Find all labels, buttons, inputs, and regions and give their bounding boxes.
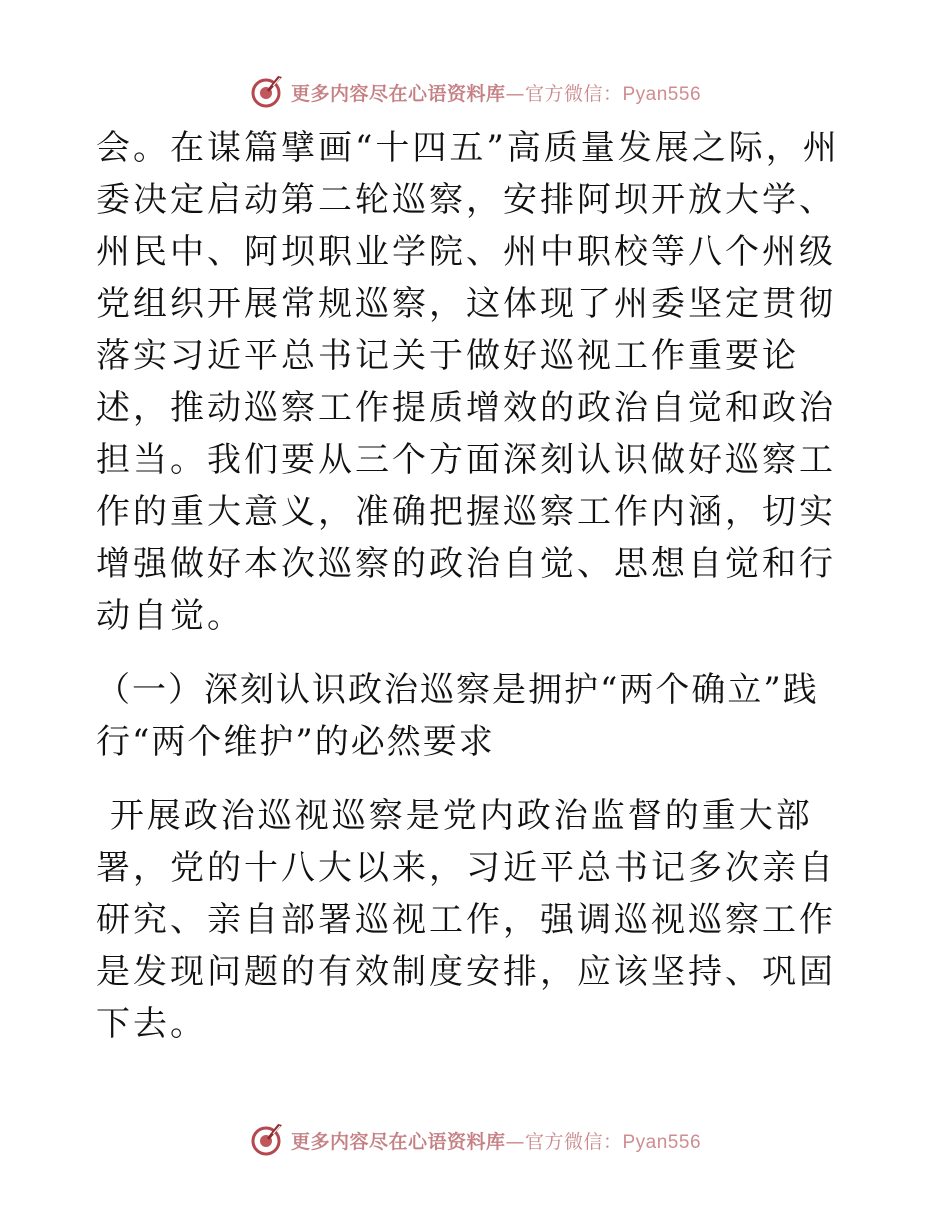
watermark-wechat-id: Pyan556 (622, 83, 702, 105)
watermark-wechat-label: 官方微信： (524, 1130, 623, 1153)
quill-seal-logo-icon (249, 1122, 285, 1158)
body-paragraph: 会。在谋篇擘画“十四五”高质量发展之际，州委决定启动第二轮巡察，安排阿坝开放大学、州民中、阿坝职业学院、州中职校等八个州级党组织开展常规巡察，这体现了州委坚定贯彻落实习近平总书记关于做好巡视工作重要论述，推动巡察工作提质增效的政治自觉和政治担当。我们要从三个方面深刻认识做好巡察工作的重大意义，准确把握巡察工作内涵，切实增强做好本次巡察的政治自觉、思想自觉和行动自觉。 (96, 128, 840, 636)
body-paragraph: 开展政治巡视巡察是党内政治监督的重大部署，党的十八大以来，习近平总书记多次亲自研究、亲自部署巡视工作，强调巡视巡察工作是发现问题的有效制度安排，应该坚持、巩固下去。 (96, 796, 836, 1044)
watermark-wechat-id: Pyan556 (622, 1131, 702, 1153)
watermark-wechat-label: 官方微信： (524, 82, 623, 105)
watermark-text (291, 79, 701, 106)
section-heading: （一）深刻认识政治巡察是拥护“两个确立”践行“两个维护”的必然要求 (96, 670, 819, 762)
watermark-dash: — (505, 82, 525, 105)
footer-watermark (0, 1120, 950, 1160)
watermark-text (291, 1127, 701, 1154)
watermark-dash: — (505, 1130, 525, 1153)
header-watermark (0, 72, 950, 112)
document-body (96, 122, 856, 1050)
watermark-brand: 更多内容尽在心语资料库 (290, 1130, 506, 1153)
quill-seal-logo-icon (249, 74, 285, 110)
watermark-brand: 更多内容尽在心语资料库 (290, 82, 506, 105)
